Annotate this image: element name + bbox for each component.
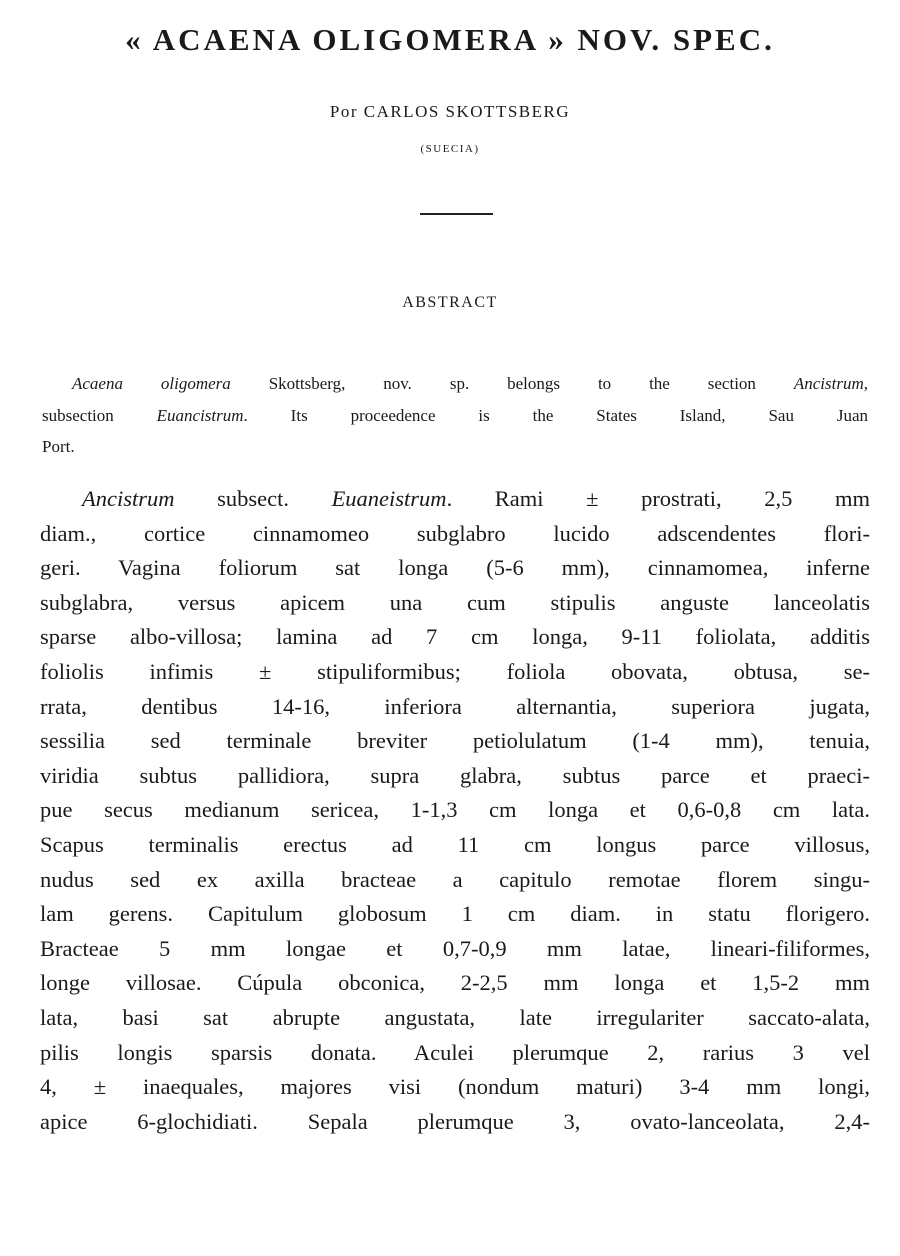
text-segment: subglabra, versus apicem una cum stipulis anguste lanceolatis: [40, 589, 870, 615]
text-segment: Scapus terminalis erectus ad 11 cm longus parce villosus,: [40, 831, 870, 857]
text-segment: subsection: [42, 405, 157, 425]
text-line: [40, 828, 870, 863]
text-line: [40, 966, 870, 1001]
text-line: [42, 431, 868, 463]
text-segment: Bracteae 5 mm longae et 0,7-0,9 mm latae, lineari-filiformes,: [40, 935, 870, 961]
text-segment: lata, basi sat abrupte angustata, late irregulariter saccato-alata,: [40, 1004, 870, 1030]
body-text: [40, 482, 870, 1139]
text-segment: pilis longis sparsis donata. Aculei plerumque 2, rarius 3 vel: [40, 1039, 870, 1065]
abstract-text: [42, 368, 868, 463]
text-segment: geri. Vagina foliorum sat longa (5-6 mm), cinnamomea, inferne: [40, 555, 870, 581]
italic-taxon-name: Ancistrum: [82, 486, 175, 511]
text-line: [40, 517, 870, 552]
text-line: [40, 551, 870, 586]
page-title: « ACAENA OLIGOMERA » NOV. SPEC.: [125, 22, 775, 57]
text-line: [40, 793, 870, 828]
text-segment: apice 6-glochidiati. Sepala plerumque 3, ovato-lanceolata, 2,4-: [40, 1108, 870, 1134]
author-country: (SUECIA): [420, 143, 480, 155]
divider-rule: [420, 213, 493, 215]
text-segment: . Rami ± prostrati, 2,5 mm: [446, 486, 870, 511]
text-line: [40, 1036, 870, 1071]
text-segment: rrata, dentibus 14-16, inferiora alternantia, superiora jugata,: [40, 693, 870, 719]
italic-taxon-name: Euancistrum: [156, 405, 244, 425]
abstract-heading: ABSTRACT: [402, 294, 498, 311]
text-line: [40, 897, 870, 932]
text-segment: . Its proceedence is the States Island, Sau Juan: [243, 405, 868, 425]
text-segment: lam gerens. Capitulum globosum 1 cm diam. in statu florigero.: [40, 901, 870, 927]
text-line: [40, 1001, 870, 1036]
text-segment: nudus sed ex axilla bracteae a capitulo remotae florem singu-: [40, 866, 870, 892]
text-line: [42, 368, 868, 400]
italic-taxon-name: Ancistrum: [793, 374, 864, 393]
text-line: [40, 655, 870, 690]
italic-taxon-name: Euaneistrum: [331, 486, 447, 511]
text-segment: sparse albo-villosa; lamina ad 7 cm longa, 9-11 foliolata, additis: [40, 624, 870, 650]
text-segment: ,: [863, 374, 868, 393]
text-segment: longe villosae. Cúpula obconica, 2-2,5 mm longa et 1,5-2 mm: [40, 970, 870, 996]
text-line: [40, 1105, 870, 1140]
text-segment: 4, ± inaequales, majores visi (nondum maturi) 3-4 mm longi,: [40, 1074, 870, 1100]
text-segment: viridia subtus pallidiora, supra glabra, subtus parce et praeci-: [40, 762, 870, 788]
text-segment: subsect.: [174, 486, 332, 511]
text-line: [40, 586, 870, 621]
text-line: [40, 724, 870, 759]
text-line: [40, 1070, 870, 1105]
text-segment: sessilia sed terminale breviter petiolulatum (1-4 mm), tenuia,: [40, 728, 870, 754]
italic-taxon-name: Acaena oligomera: [72, 374, 231, 393]
text-line: [40, 759, 870, 794]
text-line: [42, 400, 868, 432]
text-segment: Skottsberg, nov. sp. belongs to the section: [230, 374, 794, 393]
text-segment: foliolis infimis ± stipuliformibus; foliola obovata, obtusa, se-: [40, 658, 870, 684]
author-line: Por CARLOS SKOTTSBERG: [329, 102, 571, 121]
text-line: [40, 620, 870, 655]
text-line: [40, 863, 870, 898]
text-segment: Port.: [42, 437, 75, 456]
text-segment: diam., cortice cinnamomeo subglabro lucido adscendentes flori-: [40, 520, 870, 546]
text-line: [40, 690, 870, 725]
text-line: [40, 482, 870, 517]
text-line: [40, 932, 870, 967]
text-segment: pue secus medianum sericea, 1-1,3 cm longa et 0,6-0,8 cm lata.: [40, 797, 870, 823]
